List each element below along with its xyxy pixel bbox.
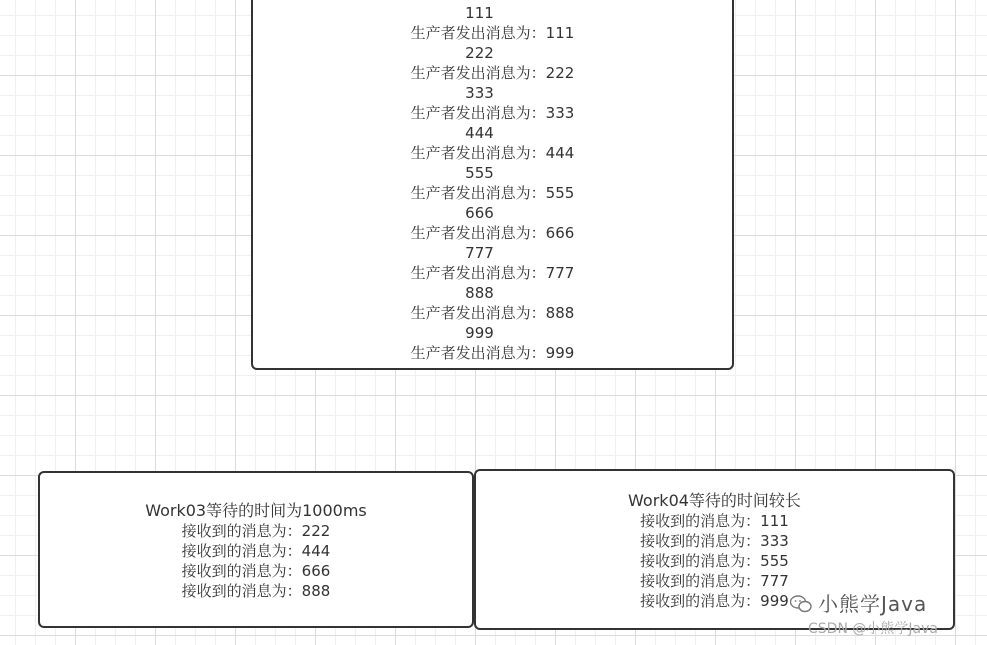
- producer-number-line: 222: [465, 44, 494, 62]
- work03-title: Work03等待的时间为1000ms: [145, 501, 367, 520]
- producer-number-line: 444: [465, 124, 494, 142]
- csdn-credit: CSDN @小熊学Java: [808, 621, 938, 637]
- work03-consumer-box: [38, 471, 474, 628]
- producer-number-line: 111: [465, 4, 494, 22]
- producer-message-line: 生产者发出消息为：444: [410, 144, 575, 162]
- producer-message-line: 生产者发出消息为：555: [410, 184, 575, 202]
- producer-message-line: 生产者发出消息为：888: [410, 304, 575, 322]
- work04-received-line: 接收到的消息为：111: [640, 512, 789, 530]
- producer-number-line: 888: [465, 284, 494, 302]
- work04-received-line: 接收到的消息为：999: [640, 592, 789, 610]
- work04-received-line: 接收到的消息为：333: [640, 532, 789, 550]
- producer-number-line: 999: [465, 324, 494, 342]
- work03-received-line: 接收到的消息为：666: [181, 562, 331, 580]
- producer-number-line: 333: [465, 84, 494, 102]
- producer-message-line: 生产者发出消息为：666: [410, 224, 575, 242]
- work03-received-line: 接收到的消息为：888: [181, 582, 331, 600]
- work03-received-line: 接收到的消息为：444: [181, 542, 331, 560]
- producer-number-line: 777: [465, 244, 494, 262]
- producer-message-line: 生产者发出消息为：111: [410, 24, 575, 42]
- work04-received-line: 接收到的消息为：555: [640, 552, 789, 570]
- watermark: [790, 588, 927, 617]
- work03-content: [40, 501, 472, 601]
- producer-lines: [253, 3, 732, 363]
- wechat-icon: [790, 595, 812, 613]
- producer-message-line: 生产者发出消息为：333: [410, 104, 575, 122]
- producer-number-line: 555: [465, 164, 494, 182]
- producer-message-line: 生产者发出消息为：999: [410, 344, 575, 362]
- watermark-text: 小熊学Java: [818, 592, 928, 616]
- work04-received-list: [640, 511, 789, 611]
- producer-number-line: 666: [465, 204, 494, 222]
- producer-message-line: 生产者发出消息为：777: [410, 264, 575, 282]
- work04-received-line: 接收到的消息为：777: [640, 572, 789, 590]
- producer-output-box: [251, 0, 734, 370]
- producer-message-line: 生产者发出消息为：222: [410, 64, 575, 82]
- work04-title: Work04等待的时间较长: [628, 491, 801, 510]
- work03-received-line: 接收到的消息为：222: [181, 522, 331, 540]
